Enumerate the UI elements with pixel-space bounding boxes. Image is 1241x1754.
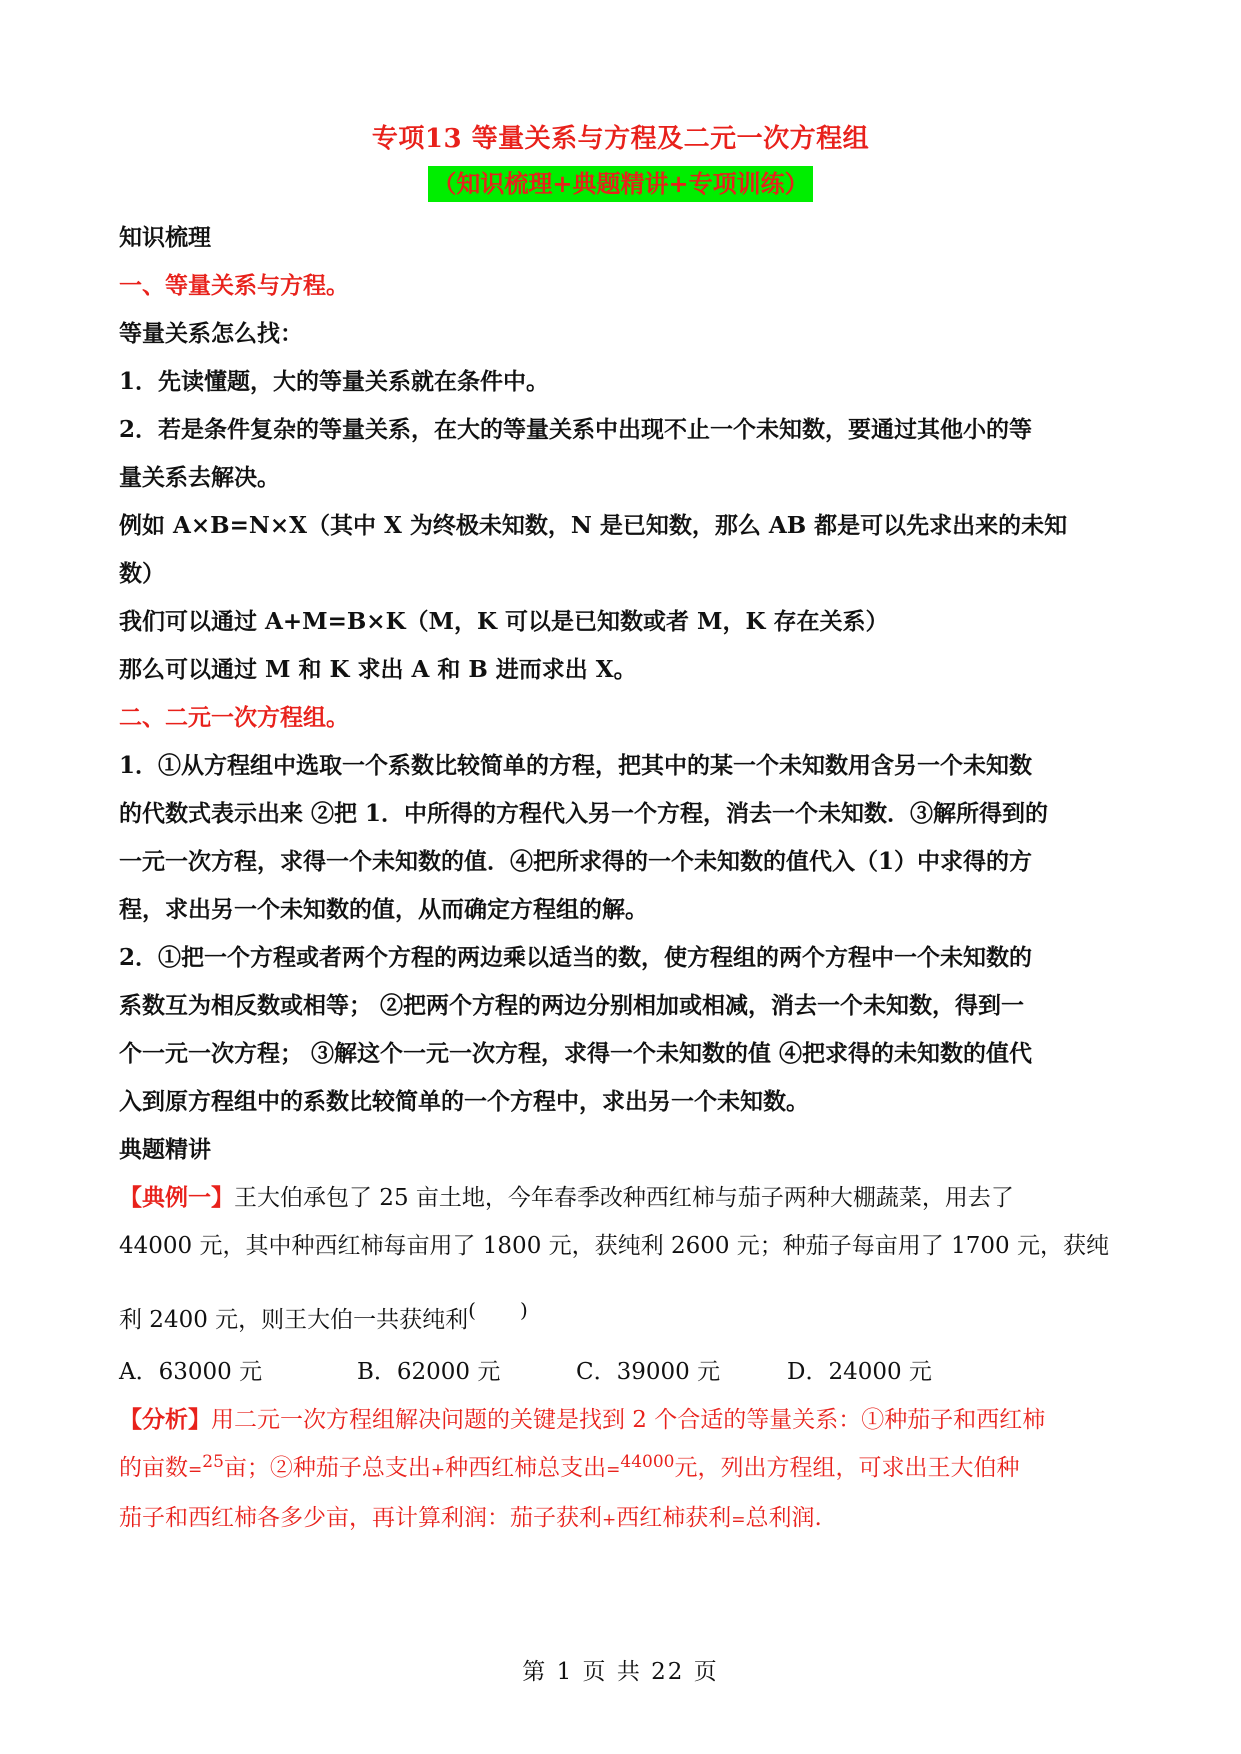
method1-line1: 1．①从方程组中选取一个系数比较简单的方程，把其中的某一个未知数用含另一个未知数 xyxy=(119,752,1033,779)
method2-line2: 系数互为相反数或相等； ②把两个方程的两边分别相加或相减，消去一个未知数，得到一 xyxy=(119,992,1025,1019)
document-title: 专项13 等量关系与方程及二元一次方程组 xyxy=(371,124,870,154)
example1-text1: 王大伯承包了 25 亩土地，今年春季改种西红柿与茄子两种大棚蔬菜，用去了 xyxy=(234,1185,1014,1211)
heading-equations: 一、等量关系与方程。 xyxy=(119,272,349,299)
number-44000: 44000 xyxy=(620,1452,675,1472)
analysis-tag: 【分析】 xyxy=(119,1406,211,1433)
heading-linear-system: 二、二元一次方程组。 xyxy=(119,704,349,731)
option-a: A．63000 元 xyxy=(119,1359,263,1385)
analysis-text1: 用二元一次方程组解决问题的关键是找到 2 个合适的等量关系：①种茄子和西红柿 xyxy=(211,1407,1046,1433)
method1-line3: 一元一次方程，求得一个未知数的值．④把所求得的一个未知数的值代入（1）中求得的方 xyxy=(119,848,1033,875)
paragraph-2a: 2．若是条件复杂的等量关系，在大的等量关系中出现不止一个未知数，要通过其他小的等 xyxy=(119,416,1033,443)
analysis-line2: 的亩数=$^{25}$亩；②种茄子总支出+种西红柿总支出=$^{44000}$元，列出方程组，可求出王大伯种 xyxy=(119,1452,1020,1481)
number-25: 25 xyxy=(202,1452,224,1472)
method1-line4: 程，求出另一个未知数的值，从而确定方程组的解。 xyxy=(119,896,648,923)
example1-text3: 利 2400 元，则王大伯一共获纯利 xyxy=(119,1307,469,1333)
method2-line3: 个一元一次方程； ③解这个一元一次方程，求得一个未知数的值 ④把求得的未知数的值代 xyxy=(119,1040,1033,1067)
page-footer: 第 1 页 共 22 页 xyxy=(522,1659,719,1685)
example1-options xyxy=(119,1348,1125,1396)
paragraph-find: 等量关系怎么找： xyxy=(119,320,303,347)
section-knowledge-heading: 知识梳理 xyxy=(119,224,211,251)
paragraph-1: 1．先读懂题，大的等量关系就在条件中。 xyxy=(119,368,550,395)
subtitle-wrap xyxy=(0,166,1241,202)
analysis-line3: 茄子和西红柿各多少亩，再计算利润：茄子获利+西红柿获利=总利润. xyxy=(119,1505,822,1531)
method2-line4: 入到原方程组中的系数比较简单的一个方程中，求出另一个未知数。 xyxy=(119,1088,809,1115)
example1-line2: 44000 元，其中种西红柿每亩用了 1800 元，获纯利 2600 元；种茄子每亩用了 1700 元，获纯 xyxy=(119,1233,1109,1259)
analysis-line1 xyxy=(119,1396,1125,1444)
paragraph-5: 那么可以通过 M 和 K 求出 A 和 B 进而求出 X。 xyxy=(119,656,637,683)
option-c: C．39000 元 xyxy=(576,1359,721,1385)
example1-line3 xyxy=(119,1296,1125,1344)
example1-line1 xyxy=(119,1174,1125,1222)
example1-tag: 【典例一】 xyxy=(119,1184,234,1211)
paragraph-2b: 量关系去解决。 xyxy=(119,464,280,491)
paragraph-4: 我们可以通过 A+M=B×K（M，K 可以是已知数或者 M，K 存在关系） xyxy=(119,608,889,635)
option-b: B．62000 元 xyxy=(357,1359,501,1385)
answer-bracket: ( ) xyxy=(468,1298,528,1322)
section-examples-heading: 典题精讲 xyxy=(119,1136,211,1163)
paragraph-3b: 数） xyxy=(119,560,165,587)
option-d: D．24000 元 xyxy=(787,1359,932,1385)
method2-line1: 2．①把一个方程或者两个方程的两边乘以适当的数，使方程组的两个方程中一个未知数的 xyxy=(119,944,1033,971)
paragraph-3a: 例如 A×B=N×X（其中 X 为终极未知数，N 是已知数，那么 AB 都是可以先求出来的未知 xyxy=(119,512,1068,539)
method1-line2: 的代数式表示出来 ②把 1．中所得的方程代入另一个方程，消去一个未知数．③解所得到的 xyxy=(119,800,1049,827)
document-subtitle: （知识梳理+典题精讲+专项训练） xyxy=(428,166,812,202)
document-body xyxy=(119,214,1125,1544)
